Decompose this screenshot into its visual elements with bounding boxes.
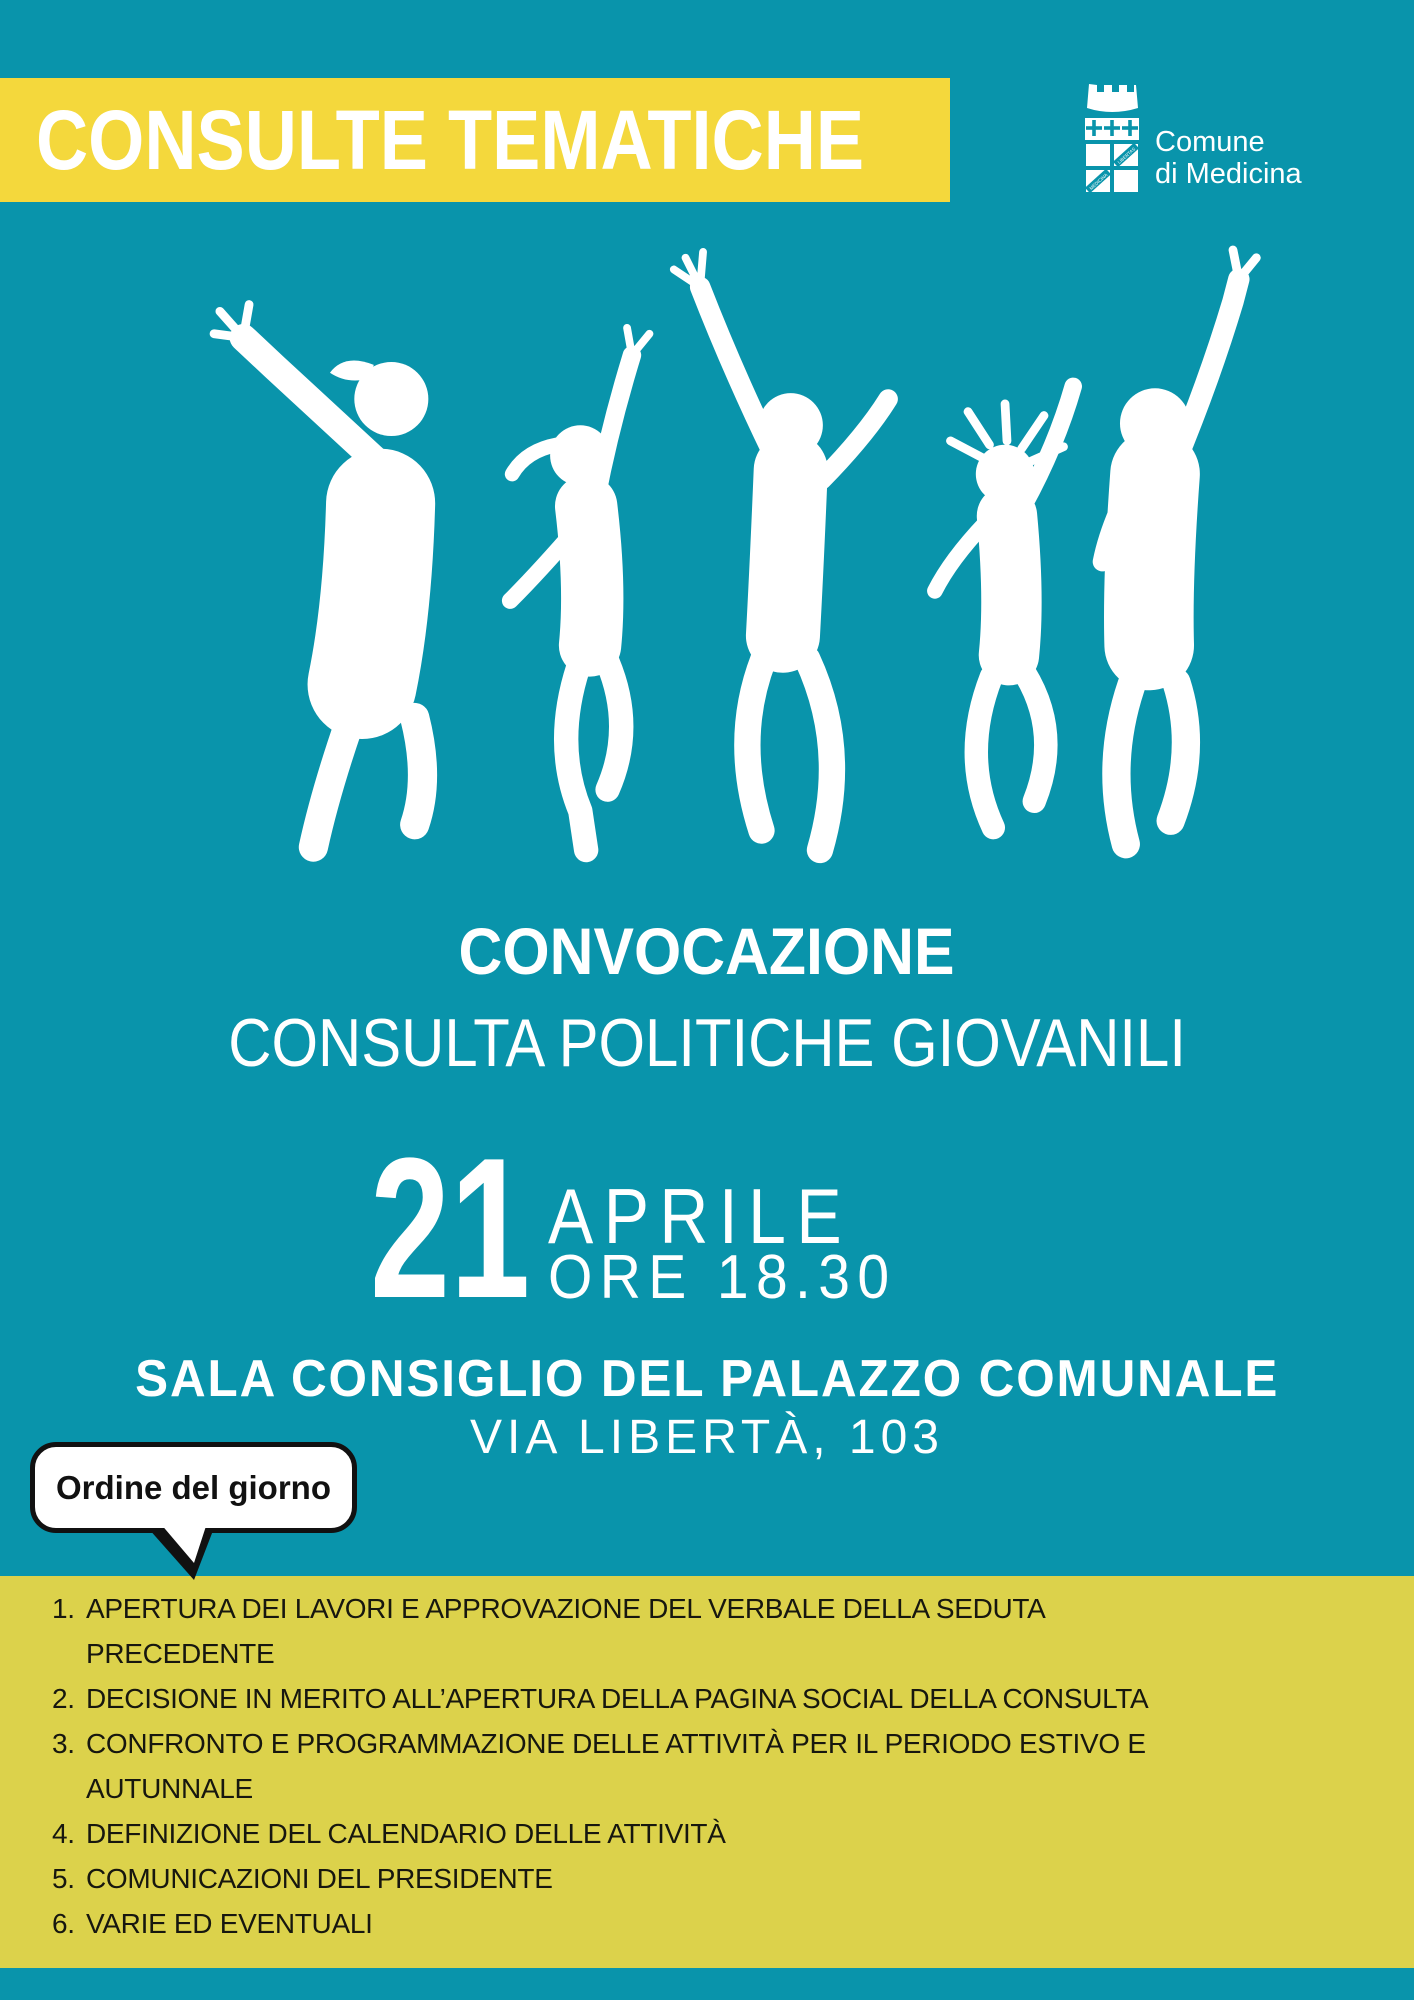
crest-icon — [1083, 76, 1141, 194]
silhouette-figure-1 — [214, 305, 428, 848]
bubble-label: Ordine del giorno — [55, 1468, 331, 1506]
agenda-bubble — [30, 1442, 357, 1533]
event-title: CONSULTA POLITICHE GIOVANILI — [228, 1005, 1186, 1081]
silhouette-figure-3 — [674, 252, 888, 850]
municipality-logo — [1083, 76, 1302, 194]
bubble-tail-fill — [160, 1523, 207, 1563]
banner-title: CONSULTE TEMATICHE — [36, 92, 865, 187]
venue-address: VIA LIBERTÀ, 103 — [469, 1411, 944, 1464]
date-month: APRILE — [548, 1172, 853, 1260]
item-number: 3. — [52, 1728, 75, 1759]
date-day: 21 — [370, 1117, 531, 1340]
item-text: DEFINIZIONE DEL CALENDARIO DELLE ATTIVITÀ — [86, 1818, 726, 1849]
item-number: 2. — [52, 1683, 75, 1714]
crest-stripe-libertas: LIBERTAS — [1116, 146, 1137, 165]
agenda-item — [52, 1811, 1384, 1856]
venue-name: SALA CONSIGLIO DEL PALAZZO COMUNALE — [134, 1350, 1280, 1408]
item-text: PRECEDENTE — [86, 1638, 275, 1669]
item-number: 5. — [52, 1863, 75, 1894]
item-number: 4. — [52, 1818, 75, 1849]
logo-name-line1: Comune — [1155, 126, 1265, 158]
agenda-item — [52, 1856, 1384, 1901]
item-text: CONFRONTO E PROGRAMMAZIONE DELLE ATTIVITÀ PER IL PERIODO ESTIVO E — [86, 1728, 1146, 1759]
agenda-item — [52, 1901, 1384, 1946]
silhouette-figure-5 — [1102, 250, 1256, 844]
item-number: 1. — [52, 1593, 75, 1624]
agenda-item — [52, 1721, 1384, 1811]
date-time: ORE 18.30 — [548, 1243, 897, 1312]
silhouette-figure-2 — [510, 328, 649, 850]
agenda-item — [52, 1676, 1384, 1721]
silhouette-figure-4 — [935, 386, 1073, 827]
agenda-section — [0, 1576, 1414, 1968]
item-text: AUTUNNALE — [86, 1773, 253, 1804]
agenda-list — [0, 1576, 1414, 1946]
item-text: APERTURA DEI LAVORI E APPROVAZIONE DEL VERBALE DELLA SEDUTA — [86, 1593, 1046, 1624]
item-number: 6. — [52, 1908, 75, 1939]
logo-text — [1155, 126, 1302, 194]
logo-name-line2: di Medicina — [1155, 158, 1302, 190]
crest-stripe-medicina: MEDICINA — [1088, 172, 1109, 191]
jumping-people-illustration — [140, 218, 1270, 882]
agenda-item — [52, 1586, 1384, 1676]
item-text: VARIE ED EVENTUALI — [86, 1908, 373, 1939]
item-text: COMUNICAZIONI DEL PRESIDENTE — [86, 1863, 553, 1894]
top-banner — [0, 78, 950, 202]
item-text: DECISIONE IN MERITO ALL’APERTURA DELLA PAGINA SOCIAL DELLA CONSULTA — [86, 1683, 1149, 1714]
convocation-kicker: CONVOCAZIONE — [459, 914, 955, 988]
